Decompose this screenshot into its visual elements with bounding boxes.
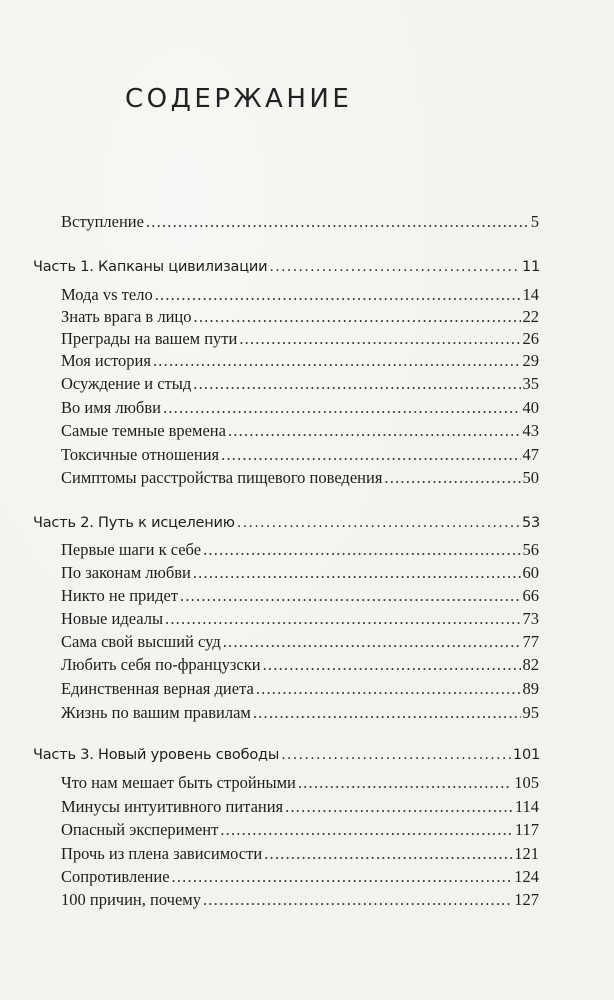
toc-chapter[interactable]: [61, 539, 539, 561]
toc-chapter[interactable]: [61, 350, 539, 372]
toc-chapter-page: 35: [522, 374, 539, 393]
toc-part[interactable]: [33, 512, 540, 534]
toc-part-page: 101: [512, 747, 540, 763]
dot-leader: [163, 397, 521, 419]
toc-chapter-page: 95: [522, 703, 539, 722]
toc-chapter[interactable]: [61, 444, 539, 466]
toc-part-page: 53: [521, 515, 540, 531]
toc-chapter-page: 124: [514, 867, 539, 886]
toc-chapter-label: Знать врага в лицо: [61, 307, 192, 326]
toc-chapter-label: Минусы интуитивного питания: [61, 797, 284, 816]
toc-chapter[interactable]: [61, 284, 539, 306]
toc-chapter[interactable]: [61, 889, 539, 911]
dot-leader: [153, 350, 521, 372]
toc-chapter-page: 117: [514, 820, 539, 839]
dot-leader: [285, 796, 513, 818]
toc-chapter[interactable]: [61, 702, 539, 724]
toc-chapter-page: 43: [522, 421, 539, 440]
dot-leader: [146, 211, 529, 233]
toc-chapter-label: Опасный эксперимент: [61, 820, 219, 839]
dot-leader: [172, 866, 513, 888]
toc-chapter[interactable]: [61, 397, 539, 419]
toc-chapter-label: Преграды на вашем пути: [61, 329, 238, 348]
dot-leader: [223, 631, 521, 653]
toc-chapter-page: 89: [522, 679, 539, 698]
toc-chapter-page: 47: [522, 445, 539, 464]
toc-chapter[interactable]: [61, 772, 539, 794]
dot-leader: [253, 702, 521, 724]
dot-leader: [264, 843, 512, 865]
dot-leader: [269, 256, 520, 278]
toc-chapter-label: Самые темные времена: [61, 421, 226, 440]
toc-chapter[interactable]: [61, 866, 539, 888]
dot-leader: [165, 608, 520, 630]
toc-chapter-label: Первые шаги к себе: [61, 540, 202, 559]
toc-chapter[interactable]: [61, 631, 539, 653]
dot-leader: [256, 678, 521, 700]
dot-leader: [239, 328, 520, 350]
toc-chapter[interactable]: [61, 420, 539, 442]
dot-leader: [193, 562, 521, 584]
toc-chapter-page: 22: [522, 307, 539, 326]
dot-leader: [237, 512, 520, 534]
toc-chapter-page: 127: [514, 890, 539, 909]
toc-chapter-page: 29: [522, 351, 539, 370]
page-title: СОДЕРЖАНИЕ: [125, 84, 353, 114]
toc-chapter-label: Новые идеалы: [61, 609, 164, 628]
toc-part[interactable]: [33, 256, 540, 278]
toc-chapter[interactable]: [61, 373, 539, 395]
toc-chapter-label: Моя история: [61, 351, 151, 370]
dot-leader: [384, 467, 520, 489]
dot-leader: [221, 444, 520, 466]
toc-chapter-label: Осуждение и стыд: [61, 374, 192, 393]
toc-chapter[interactable]: [61, 328, 539, 350]
toc-chapter-page: 77: [522, 632, 539, 651]
toc-chapter-page: 82: [522, 655, 539, 674]
dot-leader: [203, 539, 520, 561]
dot-leader: [180, 585, 520, 607]
toc-chapter[interactable]: [61, 306, 539, 328]
toc-entry-label: Вступление: [61, 212, 144, 231]
toc-chapter-page: 56: [522, 540, 539, 559]
toc-chapter-label: По законам любви: [61, 563, 191, 582]
toc-chapter-page: 66: [522, 586, 539, 605]
toc-chapter-label: Что нам мешает быть стройными: [61, 773, 296, 792]
toc-chapter[interactable]: [61, 608, 539, 630]
dot-leader: [281, 744, 511, 766]
toc-entry-intro[interactable]: [61, 211, 539, 233]
toc-chapter-page: 14: [522, 285, 539, 304]
toc-chapter[interactable]: [61, 654, 539, 676]
toc-chapter[interactable]: [61, 562, 539, 584]
toc-chapter-page: 40: [522, 398, 539, 417]
dot-leader: [193, 373, 520, 395]
toc-chapter-page: 73: [522, 609, 539, 628]
dot-leader: [298, 772, 512, 794]
toc-chapter-label: 100 причин, почему: [61, 890, 201, 909]
toc-part-page: 11: [521, 259, 540, 275]
toc-chapter-label: Единственная верная диета: [61, 679, 254, 698]
toc-chapter-label: Прочь из плена зависимости: [61, 844, 263, 863]
toc-part-label: Часть 3. Новый уровень свободы: [33, 747, 280, 763]
toc-chapter-label: Сама свой высший суд: [61, 632, 221, 651]
dot-leader: [228, 420, 521, 442]
dot-leader: [194, 306, 521, 328]
toc-chapter[interactable]: [61, 796, 539, 818]
toc-chapter-page: 60: [522, 563, 539, 582]
toc-chapter-page: 26: [522, 329, 539, 348]
toc-chapter[interactable]: [61, 585, 539, 607]
toc-chapter[interactable]: [61, 843, 539, 865]
dot-leader: [220, 819, 513, 841]
toc-chapter[interactable]: [61, 467, 539, 489]
toc-chapter-label: Симптомы расстройства пищевого поведения: [61, 468, 383, 487]
toc-chapter[interactable]: [61, 678, 539, 700]
toc-chapter-page: 50: [522, 468, 539, 487]
toc-chapter-label: Жизнь по вашим правилам: [61, 703, 251, 722]
toc-chapter-page: 121: [514, 844, 539, 863]
toc-chapter-label: Во имя любви: [61, 398, 161, 417]
toc-chapter-label: Мода vs тело: [61, 285, 153, 304]
toc-part-label: Часть 1. Капканы цивилизации: [33, 259, 268, 275]
toc-chapter-page: 114: [514, 797, 539, 816]
toc-chapter-page: 105: [514, 773, 539, 792]
dot-leader: [203, 889, 512, 911]
toc-part-label: Часть 2. Путь к исцелению: [33, 515, 235, 531]
dot-leader: [263, 654, 521, 676]
toc-part[interactable]: [33, 744, 540, 766]
toc-chapter-label: Сопротивление: [61, 867, 170, 886]
toc-chapter-label: Токсичные отношения: [61, 445, 220, 464]
toc-chapter[interactable]: [61, 819, 539, 841]
toc-entry-page: 5: [530, 212, 539, 231]
toc-chapter-label: Любить себя по-французски: [61, 655, 261, 674]
dot-leader: [155, 284, 521, 306]
toc-chapter-label: Никто не придет: [61, 586, 179, 605]
